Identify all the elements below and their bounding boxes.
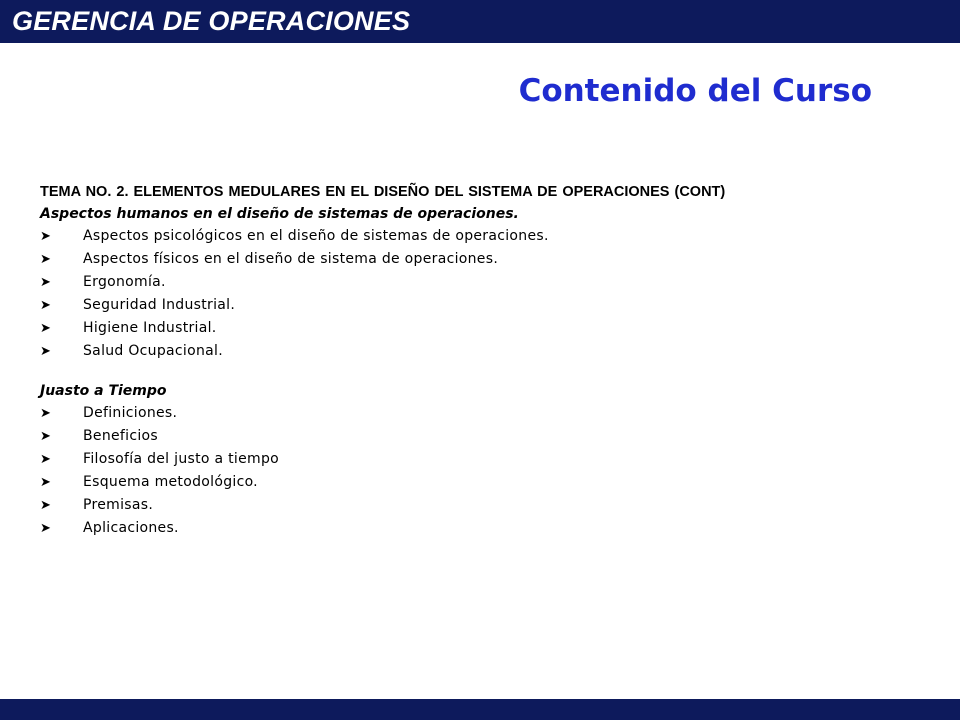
section-heading-human-aspects: Aspectos humanos en el diseño de sistemas de operaciones. — [40, 206, 519, 222]
list-item — [40, 448, 920, 471]
section-heading-just-in-time: Juasto a Tiempo — [40, 383, 167, 399]
list-item-label: Beneficios — [83, 428, 158, 444]
list-item — [40, 517, 920, 540]
arrowhead-bullet-icon: ➤ — [40, 229, 51, 244]
list-item-label: Filosofía del justo a tiempo — [83, 451, 279, 467]
list-item — [40, 471, 920, 494]
list-item — [40, 294, 920, 317]
bullet-list-human-aspects — [40, 225, 920, 363]
list-item-label: Higiene Industrial. — [83, 320, 217, 336]
list-item — [40, 225, 920, 248]
arrowhead-bullet-icon: ➤ — [40, 521, 51, 536]
list-item — [40, 317, 920, 340]
arrowhead-bullet-icon: ➤ — [40, 498, 51, 513]
list-item-label: Aplicaciones. — [83, 520, 179, 536]
list-item — [40, 425, 920, 448]
list-item — [40, 271, 920, 294]
section-spacer — [40, 363, 920, 380]
header-title: GERENCIA DE OPERACIONES — [12, 6, 411, 36]
header-bar — [0, 0, 960, 43]
arrowhead-bullet-icon: ➤ — [40, 321, 51, 336]
arrowhead-bullet-icon: ➤ — [40, 475, 51, 490]
arrowhead-bullet-icon: ➤ — [40, 406, 51, 421]
list-item-label: Salud Ocupacional. — [83, 343, 223, 359]
arrowhead-bullet-icon: ➤ — [40, 452, 51, 467]
list-item-label: Seguridad Industrial. — [83, 297, 236, 313]
slide-content — [40, 181, 920, 540]
arrowhead-bullet-icon: ➤ — [40, 298, 51, 313]
list-item — [40, 248, 920, 271]
list-item-label: Definiciones. — [83, 405, 178, 421]
list-item-label: Ergonomía. — [83, 274, 166, 290]
topic-line: TEMA NO. 2. ELEMENTOS MEDULARES EN EL DISEÑO DEL SISTEMA DE OPERACIONES (CONT) — [40, 184, 726, 200]
arrowhead-bullet-icon: ➤ — [40, 344, 51, 359]
arrowhead-bullet-icon: ➤ — [40, 429, 51, 444]
footer-bar — [0, 699, 960, 720]
arrowhead-bullet-icon: ➤ — [40, 252, 51, 267]
list-item-label: Aspectos psicológicos en el diseño de sistemas de operaciones. — [83, 228, 549, 244]
list-item — [40, 494, 920, 517]
bullet-list-just-in-time — [40, 402, 920, 540]
list-item-label: Esquema metodológico. — [83, 474, 258, 490]
list-item — [40, 402, 920, 425]
list-item-label: Aspectos físicos en el diseño de sistema de operaciones. — [83, 251, 499, 267]
list-item-label: Premisas. — [83, 497, 154, 513]
list-item — [40, 340, 920, 363]
arrowhead-bullet-icon: ➤ — [40, 275, 51, 290]
slide-title: Contenido del Curso — [518, 73, 872, 109]
